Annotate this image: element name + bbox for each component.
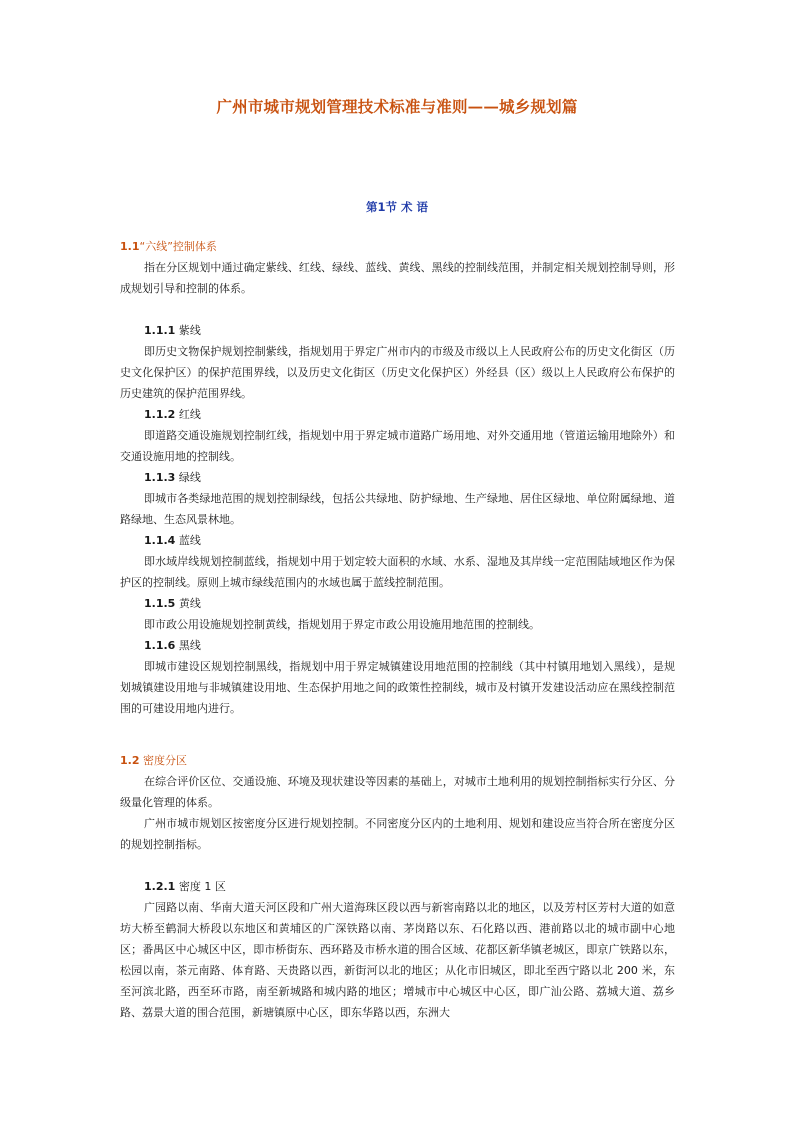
- heading-number: 1.1.3: [144, 471, 176, 484]
- spacer: [120, 719, 675, 750]
- heading-text: 蓝线: [178, 534, 201, 547]
- heading-number: 1.1.1: [144, 324, 176, 337]
- heading-text: “六线”控制体系: [139, 240, 217, 253]
- heading-number: 1.1.2: [144, 408, 176, 421]
- heading-text: 红线: [178, 408, 201, 421]
- paragraph-1-1-6: 即城市建设区规划控制黑线，指规划中用于界定城镇建设用地范围的控制线（其中村镇用地划入黑线），是规划城镇建设用地与非城镇建设用地、生态保护用地之间的政策性控制线，城市及村镇开发建设活动应在黑线控制范围的可建设用地内进行。: [120, 660, 675, 715]
- heading-text: 黄线: [178, 597, 201, 610]
- heading-number: 1.1.5: [144, 597, 176, 610]
- paragraph-1-1-1: 即历史文物保护规划控制紫线，指规划用于界定广州市内的市级及市级以上人民政府公布的历史文化街区（历史文化保护区）的保护范围界线，以及历史文化街区（历史文化保护区）外经县（区）级以上人民政府公布保护的历史建筑的保护范围界线。: [120, 345, 675, 400]
- heading-1-1-5: [120, 593, 675, 614]
- heading-text: 密度分区: [143, 754, 187, 767]
- spacer: [120, 299, 675, 320]
- heading-1-1-3: [120, 467, 675, 488]
- heading-number: 1.1: [120, 240, 140, 253]
- heading-1-2-1: [120, 876, 675, 897]
- paragraph-1-2-1: 广园路以南、华南大道天河区段和广州大道海珠区段以西与新窖南路以北的地区，以及芳村区芳村大道的如意坊大桥至鹤洞大桥段以东地区和黄埔区的广深铁路以南、茅岗路以东、石化路以西、港前路以北的城市副中心地区；番禺区中心城区中区，即市桥街东、西环路及市桥水道的围合区域、花都区新华镇老城区，即京广铁路以东，松园以南，茶元南路、体育路、天贵路以西，新街河以北的地区；从化市旧城区，即北至西宁路以北 200 米，东至河滨北路，西至环市路，南至新城路和城内路的地区；增城市中心城区中心区，即广汕公路、荔城大道、荔乡路、荔景大道的围合范围，新塘镇原中心区，即东华路以西，东洲大: [120, 901, 675, 1019]
- paragraph-1-1-4: 即水域岸线规划控制蓝线，指规划中用于划定较大面积的水域、水系、湿地及其岸线一定范围陆域地区作为保护区的控制线。原则上城市绿线范围内的水域也属于蓝线控制范围。: [120, 555, 675, 589]
- heading-text: 紫线: [178, 324, 201, 337]
- heading-number: 1.1.6: [144, 639, 176, 652]
- section-title: 第1节 术 语: [365, 200, 428, 214]
- heading-number: 1.2: [120, 754, 140, 767]
- heading-1-1: [120, 236, 675, 257]
- heading-number: 1.2.1: [144, 880, 176, 893]
- heading-1-2: [120, 750, 675, 771]
- paragraph-1-1: 指在分区规划中通过确定紫线、红线、绿线、蓝线、黄线、黑线的控制线范围，并制定相关规划控制导则，形成规划引导和控制的体系。: [120, 261, 675, 295]
- heading-1-1-2: [120, 404, 675, 425]
- spacer: [120, 855, 675, 876]
- document-title: 广州市城市规划管理技术标准与准则——城乡规划篇: [216, 97, 578, 116]
- heading-1-1-6: [120, 635, 675, 656]
- paragraph-1-2-b: 广州市城市规划区按密度分区进行规划控制。不同密度分区内的土地利用、规划和建设应当符合所在密度分区的规划控制指标。: [120, 817, 675, 851]
- paragraph-1-2-a: 在综合评价区位、交通设施、环境及现状建设等因素的基础上，对城市土地利用的规划控制指标实行分区、分级量化管理的体系。: [120, 775, 675, 809]
- document-body: [120, 236, 675, 1023]
- heading-1-1-1: [120, 320, 675, 341]
- heading-text: 绿线: [178, 471, 201, 484]
- paragraph-1-1-2: 即道路交通设施规划控制红线，指规划中用于界定城市道路广场用地、对外交通用地（管道运输用地除外）和交通设施用地的控制线。: [120, 429, 675, 463]
- heading-text: 黑线: [178, 639, 201, 652]
- paragraph-1-1-3: 即城市各类绿地范围的规划控制绿线，包括公共绿地、防护绿地、生产绿地、居住区绿地、单位附属绿地、道路绿地、生态风景林地。: [120, 492, 675, 526]
- heading-number: 1.1.4: [144, 534, 176, 547]
- heading-1-1-4: [120, 530, 675, 551]
- heading-text: 密度 1 区: [178, 880, 226, 893]
- paragraph-1-1-5: 即市政公用设施规划控制黄线，指规划用于界定市政公用设施用地范围的控制线。: [144, 618, 540, 631]
